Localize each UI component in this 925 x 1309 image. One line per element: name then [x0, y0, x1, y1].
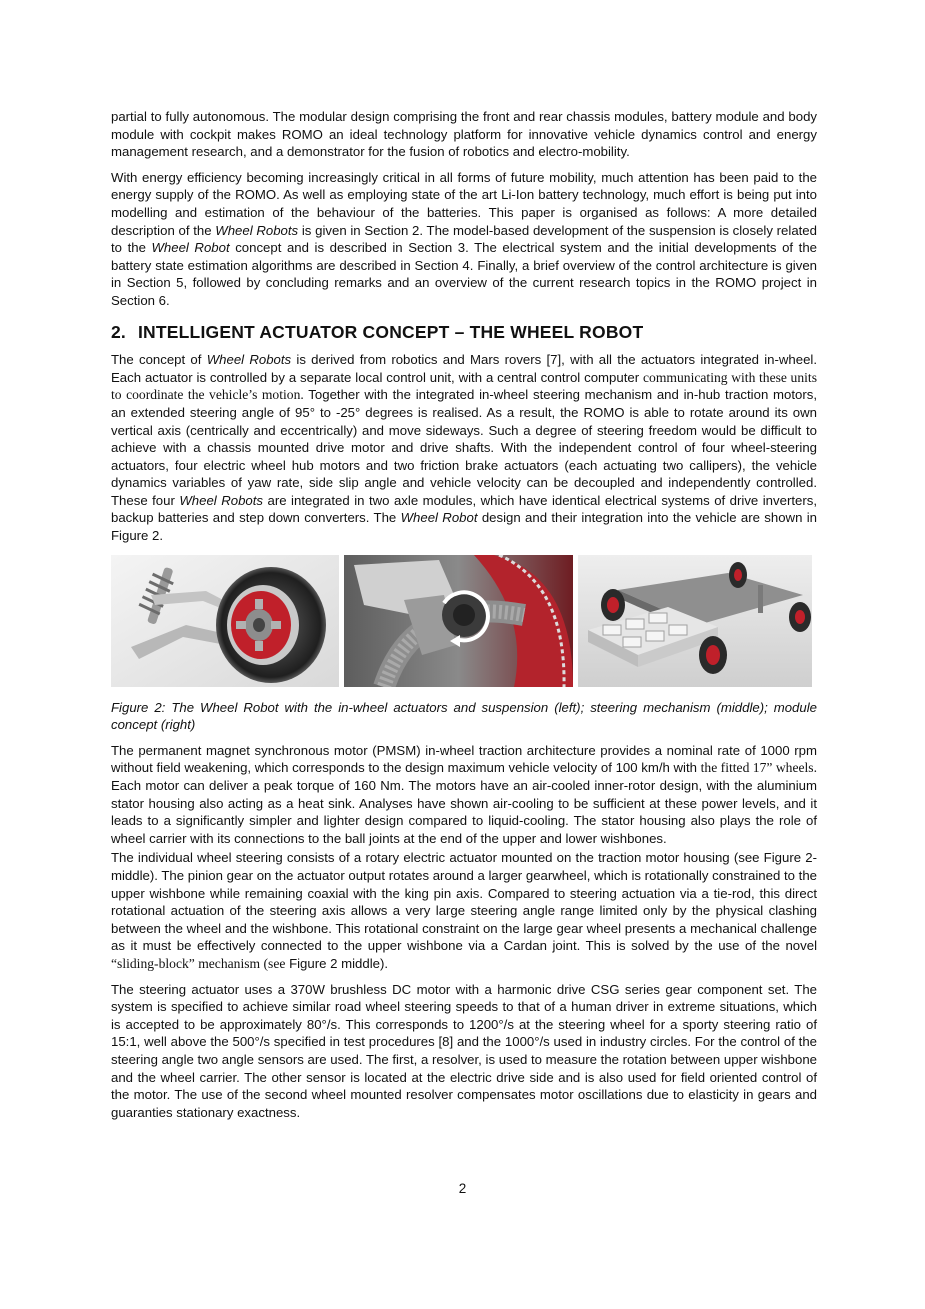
intro-paragraph-2: With energy efficiency becoming increasingly critical in all forms of future mobility, much attention has been paid to the energy supply of the ROMO. As well as employing state of the art Li-Ion battery technology, much effort is being put into modelling and estimation of the behaviour of the batteries. This paper is organised as follows: A more detailed description of the Wheel Robots is given in Section 2. The model-based development of the suspension is closely related to the Wheel Robot concept and is described in Section 3. The electrical system and the initial developments of the battery state estimation algorithms are described in Section 4. Finally, a brief overview of the control architecture is given in Section 5, followed by concluding remarks and an overview of the current research topics in the ROMO project in Section 6. — [111, 169, 817, 308]
figure-panel-steering-mechanism — [344, 555, 573, 687]
concept-paragraph: The concept of Wheel Robots is derived from robotics and Mars rovers [7], with all the actuators integrated in-wheel. Each actuator is controlled by a separate local control unit, with a central control computer communicating with these units to coordinate the vehicle’s motion. Together with the integrated in-wheel steering mechanism and in-hub traction motors, an extended steering angle of 95° to -25° degrees is realised. As a result, the ROMO is able to rotate around its own vertical axis (centrically and eccentrically) and move sideways. Such a degree of steering freedom would be difficult to achieve with a chassis mounted drive motor and drive shafts. With the independent control of four wheel-steering actuators, four electric wheel hub motors and two friction brake actuators (each actuating two callipers), the vehicle dynamics variables of yaw rate, side slip angle and vehicle velocity can be decoupled and independently controlled. These four Wheel Robots are integrated in two axle modules, which have identical electrical systems of drive inverters, backup batteries and step down converters. The Wheel Robot design and their integration into the vehicle are shown in Figure 2. — [111, 352, 818, 544]
section-heading — [111, 321, 817, 342]
pmsm-paragraph: The permanent magnet synchronous motor (PMSM) in-wheel traction architecture provides a nominal rate of 1000 rpm without field weakening, which corresponds to the design maximum vehicle velocity of 100 km/h with the fitted 17” wheels. Each motor can deliver a peak torque of 160 Nm. The motors have an air-cooled inner-rotor design, with the aluminium stator housing also acting as a heat sink. Analyses have shown air-cooling to be sufficient at these power levels, and it leads to a significantly simpler and lighter design compared to liquid-cooling. The stator housing also plays the role of wheel carrier with its connections to the ball joints at the end of the upper and lower wishbones. — [111, 742, 817, 846]
page-body — [111, 108, 817, 1129]
intro-paragraph-1: partial to fully autonomous. The modular design comprising the front and rear chassis modules, battery module and body module with cockpit makes ROMO an ideal technology platform for innovative vehicle dynamics control and energy management research, and a demonstrator for the fusion of robotics and electro-mobility. — [111, 109, 817, 160]
figure-panel-wheel-suspension — [111, 555, 339, 687]
section-title: INTELLIGENT ACTUATOR CONCEPT – THE WHEEL ROBOT — [138, 321, 644, 342]
figure-2 — [111, 555, 817, 687]
page-number: 2 — [458, 1181, 467, 1196]
steering-paragraph: The individual wheel steering consists of a rotary electric actuator mounted on the traction motor housing (see Figure 2-middle). The pinion gear on the actuator output rotates around a larger gearwheel, which is rotationally constrained to the upper wishbone while remaining coaxial with the king pin axis. Compared to steering actuation via a tie-rod, this direct rotational actuation of the steering axis allows a very large steering angle range limited only by the physical clashing between the wheel and the wishbone. This rotational constraint on the large gear wheel presents a mechanical challenge as it must be effectively connected to the upper wishbone via a Cardan joint. This is solved by the use of the novel “sliding-block” mechanism (see Figure 2 middle). — [111, 850, 817, 971]
section-number: 2. — [111, 321, 126, 342]
figure-2-caption: Figure 2: The Wheel Robot with the in-wheel actuators and suspension (left); steering mechanism (middle); module concept (right) — [111, 699, 817, 733]
actuator-paragraph: The steering actuator uses a 370W brushless DC motor with a harmonic drive CSG series gear component set. The system is specified to achieve similar road wheel steering speeds to that of a human driver in extreme situations, which is accepted to be approximately 80°/s. This corresponds to 1200°/s at the steering wheel for a sporty steering ratio of 15:1, well above the 500°/s specified in test procedures [8] and the 1000°/s used in industry circles. For the control of the steering angle two angle sensors are used. The first, a resolver, is used to measure the rotation between upper wishbone and the wheel carrier. The other sensor is located at the electric drive side and is also used for field oriented control of the motor. The use of the second wheel mounted resolver compensates motor oscillations due to elasticity in gears and guaranties stationary exactness. — [111, 981, 817, 1120]
figure-panel-module-concept — [578, 555, 812, 687]
